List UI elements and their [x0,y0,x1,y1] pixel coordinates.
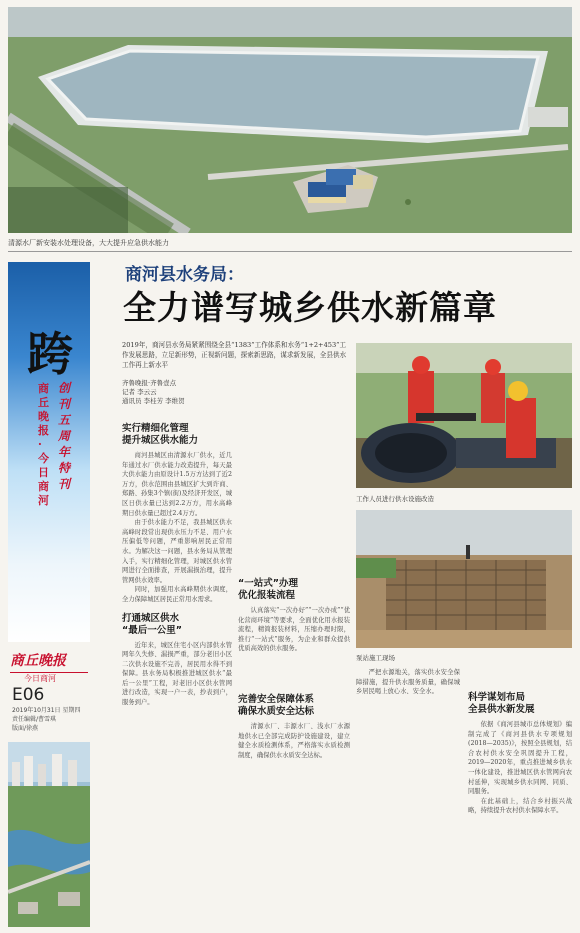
top-photo-reservoir [8,7,572,233]
section-heading: 打通城区供水 “最后一公里” [122,612,182,636]
body-column-3 [356,668,460,925]
section-heading: “一站式”办理 优化报装流程 [238,578,298,601]
body-column-2 [238,378,350,925]
issue-meta [12,706,80,733]
paragraph: 在此基础上，结合乡村振兴战略，持续提升农村供水保障水平。 [468,797,572,815]
body-column-1 [122,420,232,925]
paragraph: 严把水源地关，落实供水安全保障措施，提升供水服务质量，确保城乡居民喝上放心水、安全水。 [356,669,460,696]
body-column-4 [468,668,572,925]
banner-vertical-text-left: 商丘晚报·今日商河 [38,382,49,507]
logo-text: 商丘晚报 [10,653,66,669]
article-headline: 全力谱写城乡供水新篇章 [123,288,497,327]
paragraph: 商河县城区由清源水厂供水，近几年通过水厂供水能力改造提升，每天最大供水能力由原设计1.5万方达到了近2万方，供水范围由县城区扩大到许商、郑路、孙集3个镇(街)及经济开发区，城区日供水量已达到2.2万方，用水高峰期日供水量已超过2.4万方。 [122,452,232,517]
construction-photo [356,510,572,648]
page-number: E06 [12,685,45,705]
construction-photo-caption: 泵站施工现场 [356,654,395,662]
paragraph: 由于供水能力不足，我县城区供水高峰时段常出现供水压力不足、用户水压偏低等问题，严重影响居民正常用水。为解决这一问题，县水务局从管理入手，实行精细化管理，对城区供水管网进行全面排查，开展漏损治理，提升管网供水效率。 [122,519,232,584]
paragraph: 近年来，城区住宅小区内部供水管网年久失修、漏损严重，部分老旧小区二次供水设施不完善，居民用水得不到保障。县水务局积极推进城区供水“最后一公里”工程，对老旧小区供水管网进行改造，实现一户一表，抄表到户，服务到户。 [122,641,232,707]
paragraph: 依据《商河县城市总体规划》编制完成了《商河县供水专项规划(2018—2035)》，按照全县规划，结合农村供水安全巩固提升工程，2019—2020年，重点推进城乡供水一体化建设，推进城区供水管网向农村延伸，实现城乡供水同网、同质、同服务。 [468,721,572,796]
section-heading: 科学谋划布局 全县供水新发展 [468,692,535,715]
paragraph: 同时，加强用水高峰期供水调度，全力保障城区居民正常用水需求。 [122,586,232,603]
workers-photo [356,343,572,488]
byline-correspondents: 通讯员 李桂芳 李维贺 [122,397,185,405]
top-photo-caption: 清源水厂新安装水处理设备，大大提升应急供水能力 [8,239,169,247]
section-heading: 完善安全保障体系 确保水质安全达标 [238,693,315,717]
masthead-logo [10,650,88,684]
issue-layout: 版面/徐燕 [12,725,39,732]
article-kicker: 商河县水务局： [125,265,244,285]
byline-outlet: 齐鲁晚报·齐鲁壹点 [122,379,177,387]
paragraph: 清源水厂、丰源水厂、浅水厂水源地供水已全部完成防护设施建设，建立健全水质检测体系，严格落实水质检测制度，确保供水水质安全达标。 [238,722,350,759]
anniversary-banner [8,262,90,642]
issue-date: 2019年10月31日 星期四 [12,707,81,714]
section-heading: 实行精细化管理 提升城区供水能力 [122,423,199,446]
banner-vertical-text-right: 创刊五周年特刊 [58,381,71,491]
logo-subtitle: 今日商河 [24,674,56,683]
workers-photo-caption: 工作人员进行供水设施改造 [356,495,434,503]
city-aerial-photo [8,742,90,927]
article-byline [122,379,185,406]
issue-editor: 责任编辑/曹雪琪 [12,716,57,723]
article-lead: 2019年，商河县水务局紧紧围绕全县“1383”工作体系和水务“1+2+453”工作发展思路，立足新形势，正视新问题，探索新思路，谋求新发展，全县供水工作再上新水平 [122,341,347,369]
paragraph: 认真落实“一次办好”“一次办成”“优化营商环境”等要求，全面优化用水报装流程，精简报装材料，压缩办理时限，推行“一站式”服务，为企业和群众提供优质高效的供水服务。 [238,607,350,653]
banner-big-char: 跨 [27,327,73,381]
section-divider [8,251,572,252]
byline-reporter: 记者 李云云 [122,388,157,396]
